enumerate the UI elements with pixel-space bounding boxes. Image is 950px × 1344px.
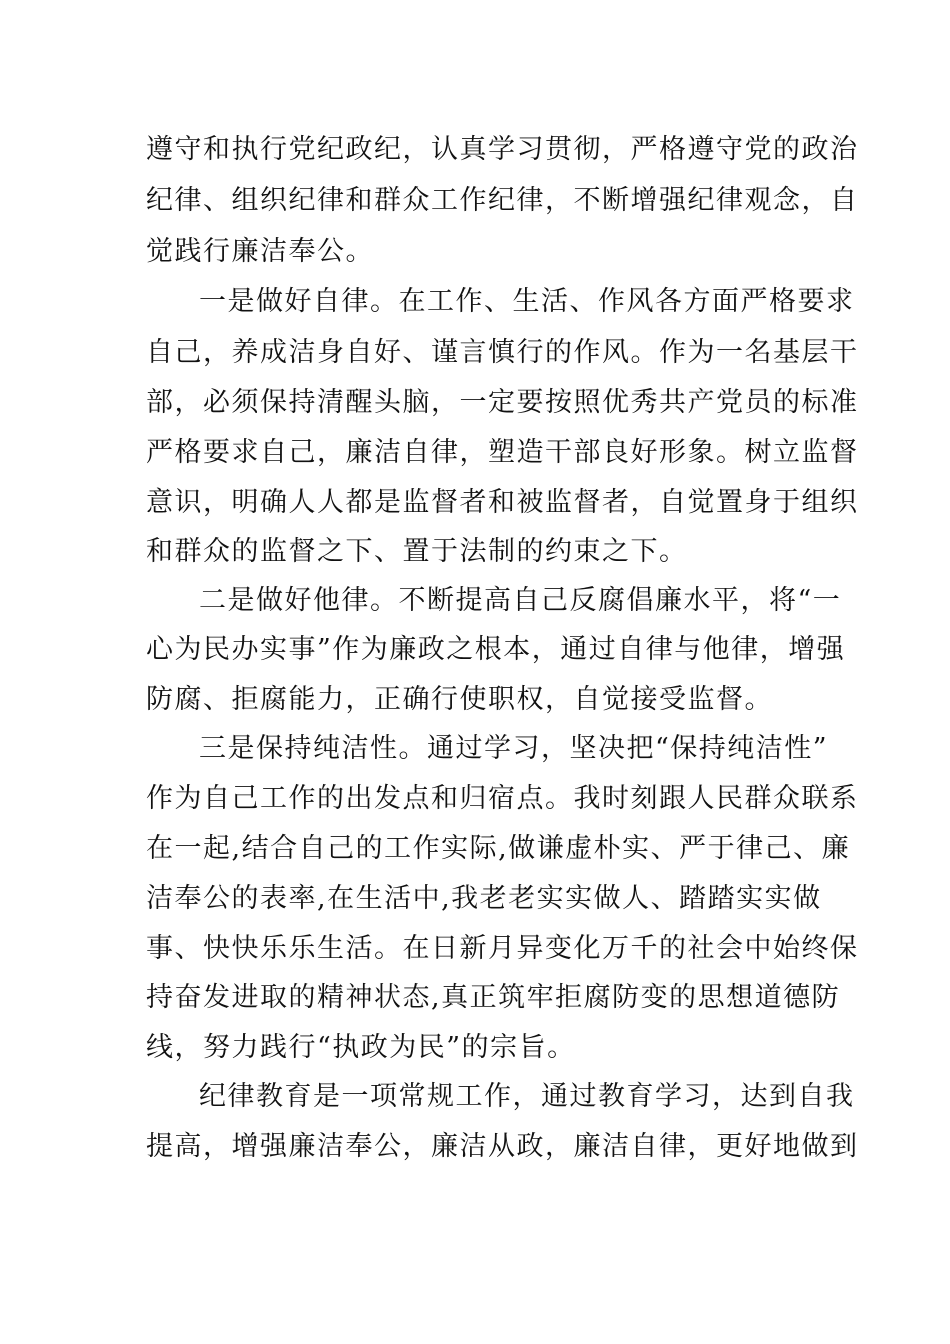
text-line: 部，必须保持清醒头脑，一定要按照优秀共产党员的标准 xyxy=(146,387,859,418)
text-line: 线，努力践行“执政为民”的宗旨。 xyxy=(146,1032,576,1063)
text-line: 遵守和执行党纪政纪，认真学习贯彻，严格遵守党的政治 xyxy=(146,134,859,165)
text-line: 持奋发进取的精神状态,真正筑牢拒腐防变的思想道德防 xyxy=(146,982,841,1013)
text-line: 作为自己工作的出发点和归宿点。我时刻跟人民群众联系 xyxy=(146,783,859,814)
text-line: 和群众的监督之下、置于法制的约束之下。 xyxy=(146,536,688,567)
paragraph-first-line: 三是保持纯洁性。通过学习，坚决把“保持纯洁性” xyxy=(199,733,829,764)
text-line: 严格要求自己，廉洁自律，塑造干部良好形象。树立监督 xyxy=(146,437,859,468)
text-line: 觉践行廉洁奉公。 xyxy=(146,236,374,267)
text-line: 意识，明确人人都是监督者和被监督者，自觉置身于组织 xyxy=(146,487,859,518)
text-line: 纪律、组织纪律和群众工作纪律，不断增强纪律观念，自 xyxy=(146,185,859,216)
text-line: 洁奉公的表率,在生活中,我老老实实做人、踏踏实实做 xyxy=(146,883,822,914)
text-line: 自己，养成洁身自好、谨言慎行的作风。作为一名基层干 xyxy=(146,337,859,368)
text-line: 事、快快乐乐生活。在日新月异变化万千的社会中始终保 xyxy=(146,933,859,964)
text-line: 在一起,结合自己的工作实际,做谦虚朴实、严于律己、廉 xyxy=(146,833,851,864)
text-line: 心为民办实事”作为廉政之根本，通过自律与他律，增强 xyxy=(146,634,846,665)
paragraph-first-line: 纪律教育是一项常规工作，通过教育学习，达到自我 xyxy=(199,1081,855,1112)
text-line: 防腐、拒腐能力，正确行使职权，自觉接受监督。 xyxy=(146,684,773,715)
paragraph-first-line: 一是做好自律。在工作、生活、作风各方面严格要求 xyxy=(199,286,855,317)
paragraph-first-line: 二是做好他律。不断提高自己反腐倡廉水平，将“一 xyxy=(199,585,842,616)
text-line: 提高，增强廉洁奉公，廉洁从政，廉洁自律，更好地做到 xyxy=(146,1131,859,1162)
